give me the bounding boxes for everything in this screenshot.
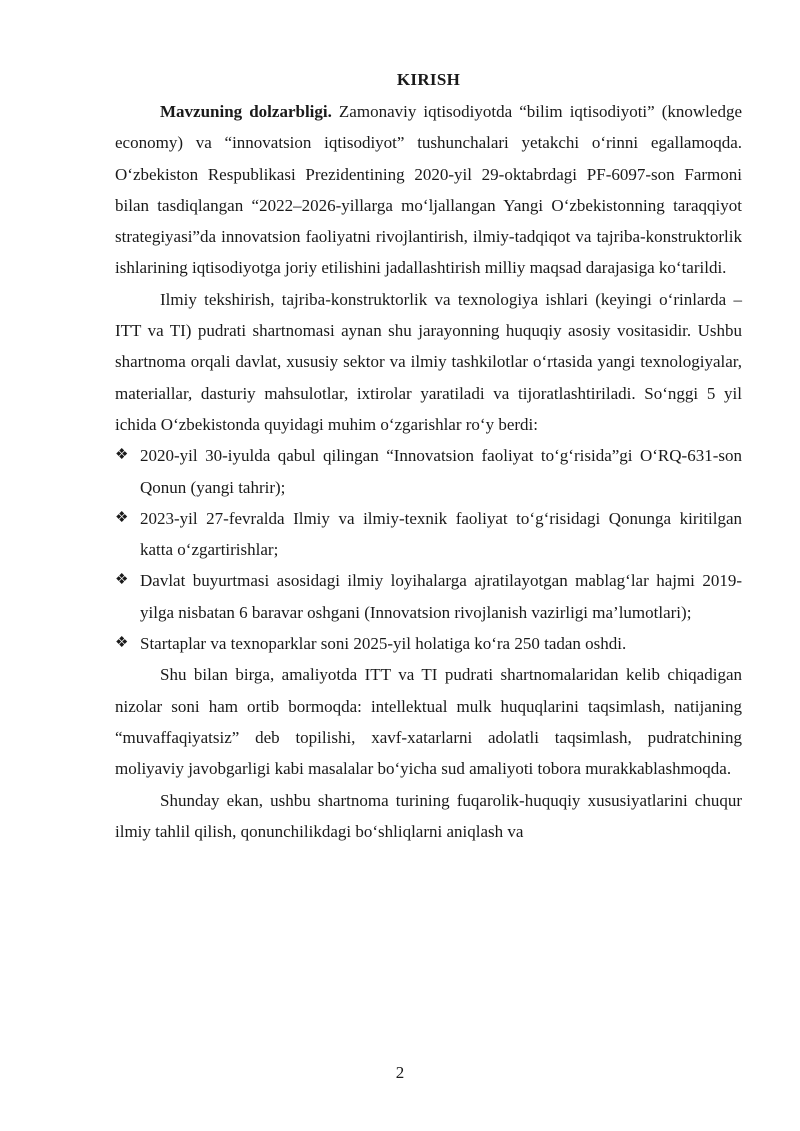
paragraph-contract: Ilmiy tekshirish, tajriba-konstruktorlik va texnologiya ishlari (keyingi o‘rinlarda – ITT va TI) pudrati shartnomasi aynan shu jarayonning huquqiy asosiy vositasidir. Ushbu shartnoma orqali davlat, xususiy sektor va ilmiy tashkilotlar o‘rtasida yangi texnologiyalar, materiallar, dasturiy mahsulotlar, ixtirolar yaratiladi va tijoratlashtiriladi. So‘nggi 5 yil ichida O‘zbekistonda quyidagi muhim o‘zgarishlar ro‘y berdi:: [115, 289, 742, 434]
list-item-text: Startaplar va texnoparklar soni 2025-yil holatiga ko‘ra 250 tadan oshdi.: [140, 634, 627, 654]
paragraph-relevance: [115, 96, 742, 284]
page-number: 2: [395, 1063, 405, 1082]
bullet-list: [115, 440, 742, 659]
paragraph-conclusion: Shunday ekan, ushbu shartnoma turining fuqarolik-huquqiy xususiyatlarini chuqur ilmiy tahlil qilish, qonunchilikdagi bo‘shliqlarni aniqlash va: [115, 790, 742, 841]
document-page: [115, 70, 742, 847]
diamond-bullet-icon: ❖: [115, 635, 129, 652]
list-item: [115, 440, 742, 503]
diamond-bullet-icon: ❖: [115, 572, 129, 589]
list-item-text: Davlat buyurtmasi asosidagi ilmiy loyihalarga ajratilayotgan mablag‘lar hajmi 2019-yilga nisbatan 6 baravar oshgani (Innovatsion rivojlanish vazirligi ma’lumotlari);: [140, 571, 742, 622]
list-item: [115, 565, 742, 628]
paragraph-disputes: Shu bilan birga, amaliyotda ITT va TI pudrati shartnomalaridan kelib chiqadigan nizolar soni ham ortib bormoqda: intellektual mulk huquqlarini taqsimlash, natijaning “muvaffaqiyatsiz” deb topilishi, xavf-xatarlarni adolatli taqsimlash, pudratchining moliyaviy javobgarligi kabi masalalar bo‘yicha sud amaliyoti tobora murakkablashmoqda.: [115, 665, 742, 779]
list-item: [115, 503, 742, 566]
page-title: KIRISH: [396, 70, 461, 89]
paragraph-lead: Mavzuning dolzarbligi.: [160, 102, 332, 121]
list-item-text: 2023-yil 27-fevralda Ilmiy va ilmiy-texnik faoliyat to‘g‘risidagi Qonunga kiritilgan katta o‘zgartirishlar;: [140, 508, 742, 560]
diamond-bullet-icon: ❖: [115, 509, 129, 526]
list-item: [115, 628, 742, 659]
diamond-bullet-icon: ❖: [115, 447, 129, 464]
paragraph-body: Zamonaviy iqtisodiyotda “bilim iqtisodiyoti” (knowledge economy) va “innovatsion iqtisodiyot” tushunchalari yetakchi o‘rinni egallamoqda. O‘zbekiston Respublikasi Prezidentining 2020-yil 29-oktabrdagi PF-6097-son Farmoni bilan tasdiqlangan “2022–2026-yillarga mo‘ljallangan Yangi O‘zbekistonning taraqqiyot strategiyasi”da innovatsion faoliyatni rivojlantirish, ilmiy-tadqiqot va tajriba-konstruktorlik ishlarining iqtisodiyotga joriy etilishini jadallashtirish milliy maqsad darajasiga ko‘tarildi.: [115, 102, 742, 278]
list-item-text: 2020-yil 30-iyulda qabul qilingan “Innovatsion faoliyat to‘g‘risida”gi O‘RQ-631-son Qonun (yangi tahrir);: [140, 446, 742, 497]
